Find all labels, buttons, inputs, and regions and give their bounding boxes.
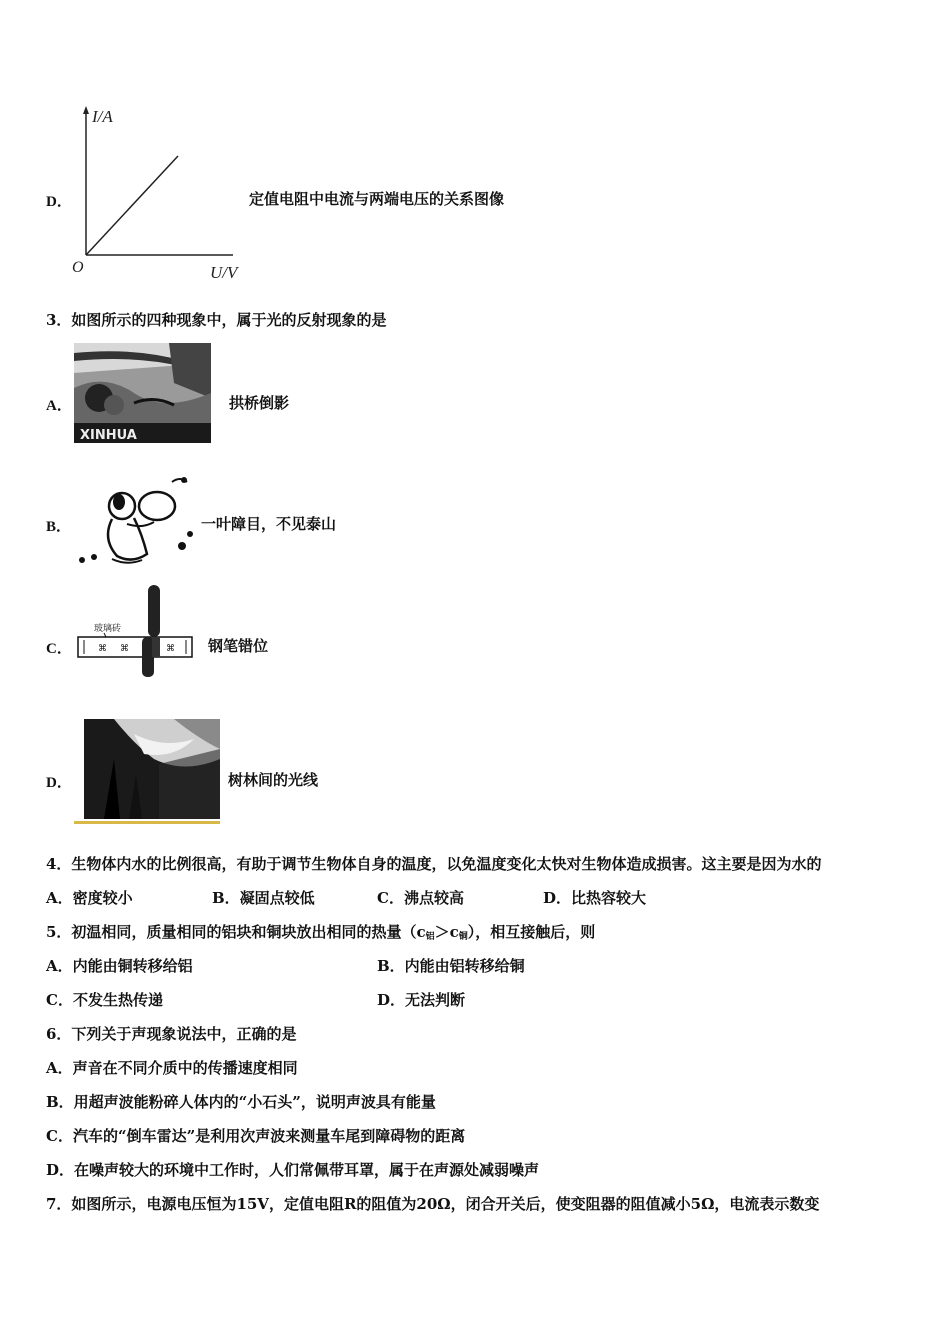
q3-option-b-letter: B．: [46, 519, 72, 535]
pen-glass-brick-diagram: [74, 585, 199, 685]
q3-option-d-letter: D．: [46, 775, 72, 791]
q7-stem: 7．如图所示，电源电压恒为15V，定值电阻R的阻值为20Ω，闭合开关后，使变阻器的阻值减小5Ω，电流表示数变: [46, 1195, 820, 1213]
q4-stem: 4．生物体内水的比例很高，有助于调节生物体自身的温度，以免温度变化太快对生物体造成损害。这主要是因为水的: [46, 855, 822, 873]
q5-option-a: A．内能由铜转移给铝: [46, 957, 193, 975]
svg-text:⌘: ⌘: [120, 644, 129, 654]
q6-option-d: D．在噪声较大的环境中工作时，人们常佩带耳罩，属于在声源处减弱噪声: [46, 1161, 540, 1179]
q3-option-a-text: 拱桥倒影: [229, 394, 290, 412]
q4-option-a: A．密度较小: [46, 889, 133, 907]
q2d-option-letter: D．: [46, 194, 72, 210]
q4-option-d: D．比热容较大: [543, 889, 647, 907]
q3-option-c-letter: C．: [46, 641, 72, 657]
q6-option-a: A．声音在不同介质中的传播速度相同: [46, 1059, 298, 1077]
q4-option-b: B．凝固点较低: [212, 889, 315, 907]
svg-text:玻璃砖: 玻璃砖: [94, 624, 122, 634]
q6-option-c: C．汽车的“倒车雷达”是利用次声波来测量车尾到障碍物的距离: [46, 1127, 466, 1145]
svg-text:⌘: ⌘: [166, 644, 175, 654]
current-voltage-graph: [68, 100, 258, 290]
q3-stem: 3．如图所示的四种现象中，属于光的反射现象的是: [46, 311, 387, 329]
y-axis-label: I/A: [92, 107, 113, 126]
q5-option-d: D．无法判断: [377, 991, 466, 1009]
q5-stem: 5．初温相同，质量相同的铝块和铜块放出相同的热量$(c_铝>c_铜)$，相互接触后，则: [46, 923, 596, 942]
svg-text:XINHUA: XINHUA: [80, 428, 137, 443]
q3-option-c-text: 钢笔错位: [208, 637, 269, 655]
q3-option-d-text: 树林间的光线: [228, 771, 319, 789]
q6-option-b: B．用超声波能粉碎人体内的“小石头”，说明声波具有能量: [46, 1093, 436, 1111]
q5-option-c: C．不发生热传递: [46, 991, 163, 1009]
q3-option-b-text: 一叶障目，不见泰山: [201, 515, 337, 533]
q5-option-b: B．内能由铝转移给铜: [377, 957, 525, 975]
forest-light-photo: [74, 719, 220, 825]
arch-bridge-photo: [74, 343, 211, 443]
x-axis-label: U/V: [210, 263, 238, 282]
origin-label: O: [72, 259, 84, 276]
svg-text:⌘: ⌘: [98, 644, 107, 654]
leaf-cartoon: [72, 474, 200, 569]
q6-stem: 6．下列关于声现象说法中，正确的是: [46, 1025, 297, 1043]
q2d-caption: 定值电阻中电流与两端电压的关系图像: [249, 190, 505, 208]
q4-option-c: C．沸点较高: [377, 889, 464, 907]
q3-option-a-letter: A．: [46, 398, 72, 414]
